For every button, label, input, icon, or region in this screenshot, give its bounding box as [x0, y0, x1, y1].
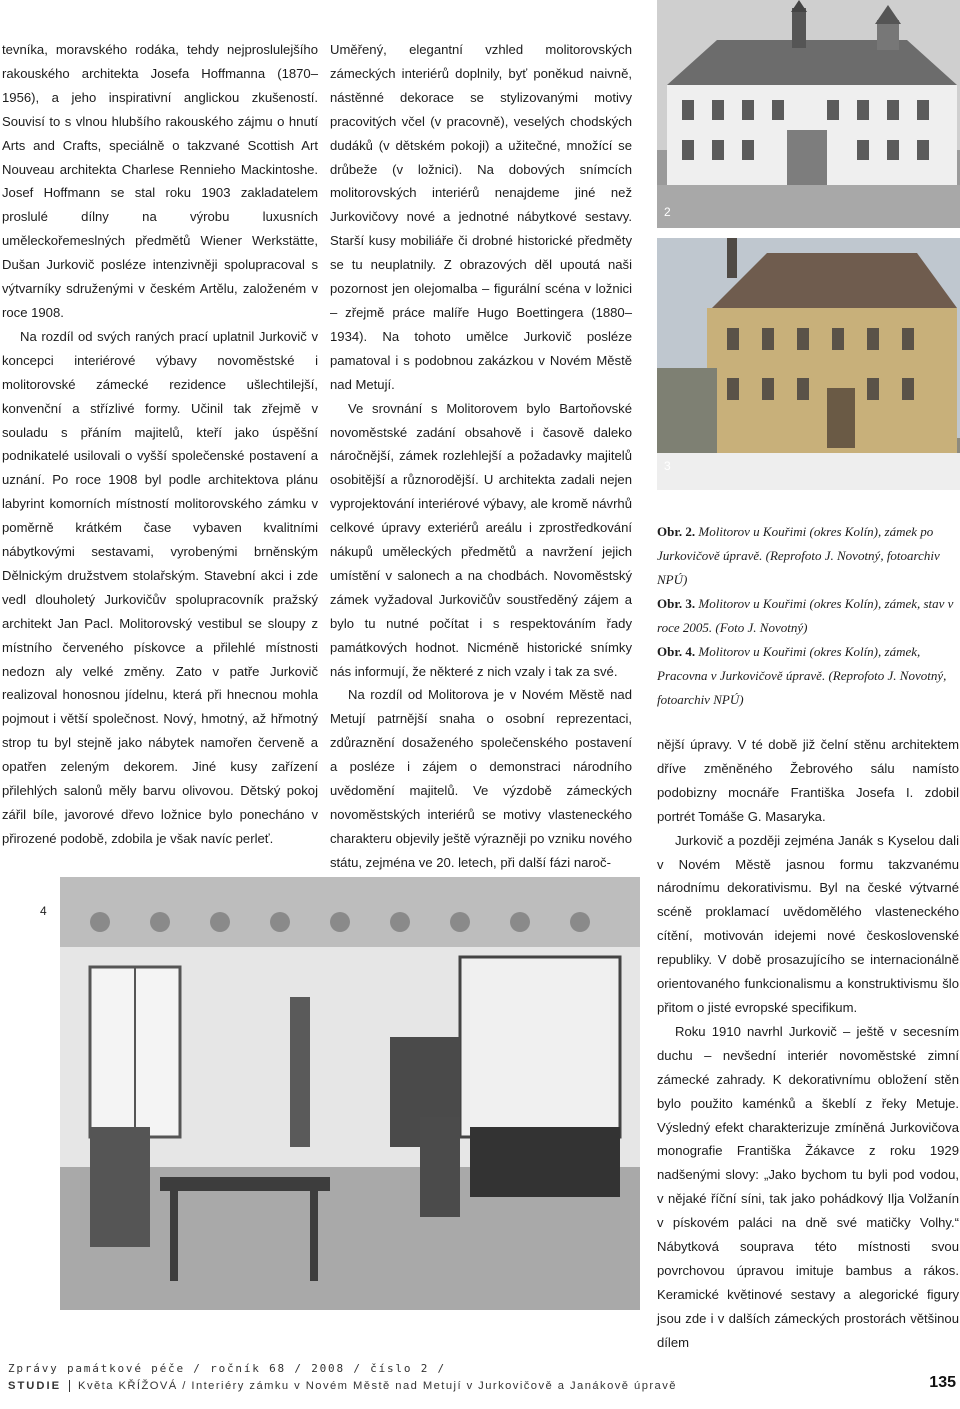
- photo-number: 4: [40, 904, 47, 918]
- photo-chateau-2005: [657, 238, 960, 490]
- text-column-2: [330, 38, 632, 875]
- paragraph: Uměřený, elegantní vzhled molitorovských zámeckých interiérů doplnily, byť poněkud naivně, nástěnné dekorace se stylizovanými motivy pracovitých včel (v pracovně), veselých chodských dudáků (v dětském pokoji) a užitečné, množící se drůbeže (v ložnici). Na dobových snímcích molitorovských interiérů nenajdeme jiné než Jurkovičovy nové a jednotné nábytkové sestavy. Starší kusy mobiliáře či drobné historické předměty se tu neuplatnily. Z obrazových děl upoutá naši pozornost jen olejomalba – figurální scéna v ložnici – zřejmě práce malíře Hugo Boettingera (1880–1934). Na tohoto umělce Jurkovič posléze pamatoval i s podobnou zakázkou v Novém Městě nad Metují.: [330, 42, 632, 392]
- section-label: STUDIE: [8, 1380, 62, 1392]
- paragraph: Na rozdíl od svých raných prací uplatnil Jurkovič v koncepci interiérové výbavy novoměstské i molitorovské zámecké rezidence ušlechtilejší, konvenční a střízlivé formy. Učinil tak zřejmě v souladu s přáním majitelů, kteří jako úspěšní podnikatelé usilovali o vyšší společenské postavení a uznání. Po roce 1908 byl podle architektova plánu labyrint komorních místností molitorovského zámku v poměrně krátkém čase vybaven kvalitními nábytkovými sestavami, vyrobenými brněnským Dělnickým družstvem stolařským. Stavební akci i zde vedl dlouholetý Jurkovičův spolupracovník pražský architekt Jan Pacl. Molitorovský vestibul se sloupy z místního červeného pískovce a přilehlé místnosti nedozn aly velké změny. Zato v patře Jurkovič realizoval honosnou jídelnu, která při hnecnou mohla pojmout i větší společnost. Nový, hmotný, až hřmotný strop tu byl stejně jako nábytek namořen červeně a opatřen zeleným dekorem. Jiné kusy zařízení přilehlých salonů měly barvu olivovou. Dětský pokoj zářil bíle, javorové dřevo ložnice bylo ponecháno v přirozené podobě, zdobila je však navíc perleť.: [2, 328, 318, 846]
- caption-fig3: [657, 592, 959, 640]
- caption-fig2: [657, 520, 959, 592]
- caption-label: Obr. 3.: [657, 596, 696, 611]
- page-number: 135: [929, 1374, 956, 1391]
- caption-text: Molitorov u Kouřimi (okres Kolín), zámek, stav v roce 2005. (Foto J. Novotný): [657, 596, 954, 635]
- text-column-1: [2, 38, 318, 851]
- paragraph: Jurkovič a později zejména Janák s Kyselou dali v Novém Městě jasnou formu takzvanému národnímu dekorativismu. Byl na české výtvarné scéně proklamací uvědomělého vlasteneckého cítění, motivován idejemi nové československé republiky. V době prosazujícího se internacionálně orientovaného funkcionalismu a konstruktivismu šlo přitom o jisté evropské specifikum.: [657, 832, 959, 1015]
- text-column-3: [657, 733, 959, 1355]
- journal-info: Zprávy památkové péče / ročník 68 / 2008 / číslo 2 /: [8, 1362, 446, 1375]
- article-info: [8, 1380, 677, 1392]
- paragraph: Roku 1910 navrhl Jurkovič – ještě v secesním duchu – nevšední interiér novoměstské zimní zámecké zahrady. K dekorativnímu obložení stěn bylo použito kaménků a škeblí z řeky Metuje. Výsledný efekt charakterizuje zmíněná Jurkovičova monografie Františka Žákavce z roku 1929 nadšenými slovy: „Jako bychom tu byli pod vodou, v nějaké říční síni, tak jako pohádkový Ilja Volžanín v pískovém paláci na dně své matičky Volhy.“ Nábytková souprava této místnosti svou povrchovou úpravou imituje bambus a rákos. Keramické květinové sestavy a alegorické figury jsou zde i v dalších zámeckých prostorách většinou dílem: [657, 1023, 959, 1350]
- caption-text: Molitorov u Kouřimi (okres Kolín), zámek, Pracovna v Jurkovičově úpravě. (Reprofoto J. Novotný, fotoarchiv NPÚ): [657, 644, 947, 707]
- author-title: Květa KŘÍŽOVÁ / Interiéry zámku v Novém Městě nad Metují v Jurkovičově a Janákově úpravě: [78, 1380, 677, 1392]
- photo-interior-study: [60, 877, 640, 1310]
- paragraph: nější úpravy. V té době již čelní stěnu architektem dříve změněného Žebrového sálu namísto podobizny mocnáře Františka Josefa I. zdobil portrét Tomáše G. Masaryka.: [657, 737, 959, 824]
- paragraph: Na rozdíl od Molitorova je v Novém Městě nad Metují patrnější snaha o osobní reprezentaci, zdůraznění dosaženého společenského postavení a posléze i zájem o demonstraci národního uvědomění majitelů. Ve výzdobě zámeckých novoměstských interiérů se motivy vlasteneckého charakteru objevily ještě výrazněji po vzniku nového státu, zejména ve 20. letech, při další fázi naroč-: [330, 687, 632, 870]
- caption-text: Molitorov u Kouřimi (okres Kolín), zámek po Jurkovičově úpravě. (Reprofoto J. Novotný, fotoarchiv NPÚ): [657, 524, 940, 587]
- caption-fig4: [657, 640, 959, 712]
- photo-chateau-historic: [657, 0, 960, 228]
- caption-label: Obr. 2.: [657, 524, 696, 539]
- caption-label: Obr. 4.: [657, 644, 696, 659]
- paragraph: Ve srovnání s Molitorovem bylo Bartoňovské novoměstské zadání obsahově i časově daleko náročnější, zámek rozlehlejší a požadavky majitelů osobitější a různorodější. U architekta zadali nejen vyprojektování interiérové výbavy, ale kromě návrhů celkové úpravy exteriérů areálu i zprostředkování nákupů uměleckých předmětů a navržení jejich umístění v salonech a na chodbách. Novoměstský zámek vyžadoval Jurkovičův soustředěný zájem a bylo tu nutné počítat i s respektováním řady památkových hodnot. Nicméně historické snímky nás informují, že některé z nich vzaly i tak za své.: [330, 400, 632, 679]
- photo-number: 3: [664, 459, 671, 473]
- page-footer: [2, 1360, 960, 1400]
- paragraph: tevníka, moravského rodáka, tehdy nejproslulejšího rakouského architekta Josefa Hoffmanna (1870–1956), a jeho inspirativní anglickou zkušeností. Souvisí to s vlnou hlubšího rakouského zájmu o hnutí Arts and Crafts, speciálně o takzvané Scottish Art Nouveau architekta Charlese Rennieho Mackintoshe. Josef Hoffmann se stal roku 1903 zakladatelem proslulé dílny na výrobu luxusních uměleckořemeslných předmětů Wiener Werkstätte, Dušan Jurkovič posléze intenzivněji spolupracoval s výtvarníky sdruženými v českém Artělu, založeném v roce 1908.: [2, 42, 318, 320]
- figure-captions: [657, 520, 959, 712]
- divider: [69, 1380, 70, 1392]
- photo-number: 2: [664, 205, 671, 219]
